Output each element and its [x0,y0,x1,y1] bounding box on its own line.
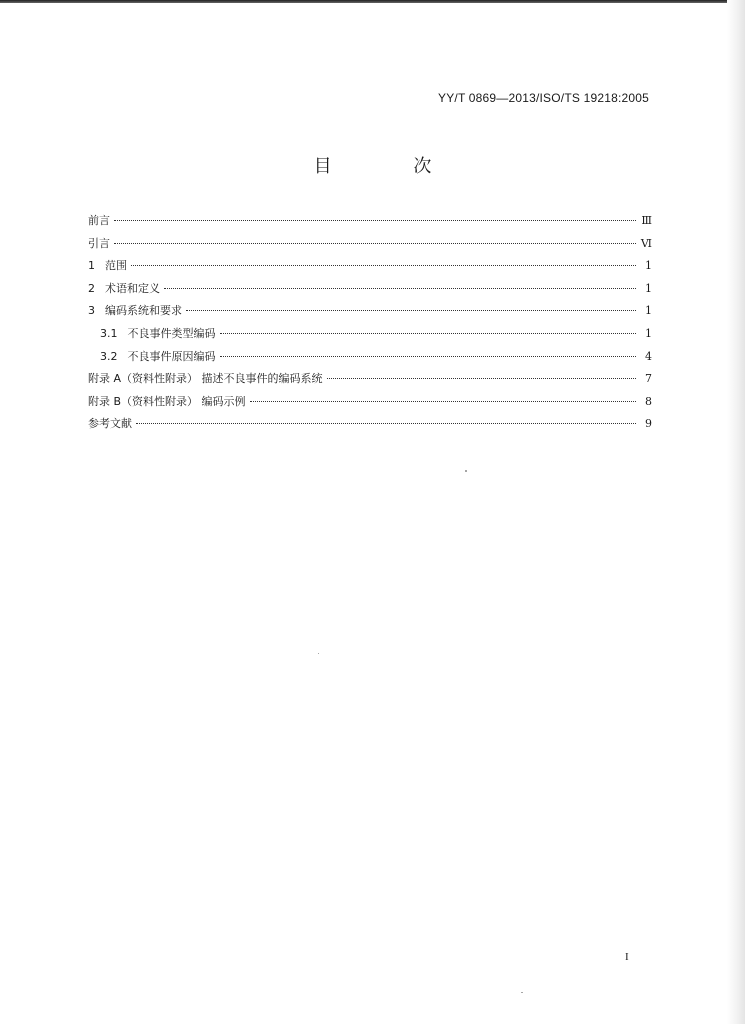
scan-edge-top [0,0,745,3]
toc-entry-terms[interactable] [88,280,652,303]
leader-dots [250,401,636,402]
toc-title: 目 次 [313,156,470,177]
toc-entry-label: 附录 B（资料性附录） 编码示例 [88,394,246,408]
toc-entry-scope[interactable] [88,257,652,280]
toc-entry-label: 不良事件类型编码 [127,326,216,340]
toc-entry-label: 附录 A（资料性附录） 描述不良事件的编码系统 [88,372,323,386]
leader-dots [131,265,636,266]
page-number: I [625,951,629,963]
scan-speck [465,470,467,472]
leader-dots [186,310,636,311]
leader-dots [327,378,636,379]
standard-number: YY/T 0869—2013/ISO/TS 19218:2005 [438,91,649,105]
toc-entry-coding-system[interactable] [88,302,652,325]
toc-entry-label: 编码系统和要求 [105,304,182,318]
toc-entry-page: 8 [645,394,652,408]
toc-entry-page: 1 [645,326,652,340]
toc-entry-preface[interactable] [88,212,652,235]
toc-entry-event-cause-codes[interactable] [88,348,652,371]
leader-dots [136,423,636,424]
leader-dots [164,288,636,289]
toc-entry-page: Ⅲ [641,214,652,227]
toc-entry-page: Ⅵ [640,236,652,250]
toc-entry-label: 前言 [88,214,110,227]
toc-entry-page: 1 [645,259,652,273]
toc-entry-label: 术语和定义 [105,281,160,295]
toc-entry-label: 范围 [105,259,127,273]
scan-speck [521,992,523,993]
toc-entry-page: 1 [645,304,652,318]
toc-entry-page: 7 [645,372,652,386]
toc-entry-label: 参考文献 [88,417,132,431]
leader-dots [114,243,636,244]
toc-entry-bibliography[interactable] [88,415,652,438]
toc-entry-event-type-codes[interactable] [88,325,652,348]
toc-entry-number: 3 [88,304,95,318]
toc-entry-number: 2 [88,281,95,295]
leader-dots [220,356,637,357]
toc-entry-number: 3.1 [100,326,118,340]
toc-entry-label: 引言 [88,236,110,250]
leader-dots [220,333,637,334]
toc-entry-number: 3.2 [100,349,118,363]
toc-entry-page: 4 [645,349,652,363]
toc-entry-introduction[interactable] [88,235,652,258]
toc-entry-number: 1 [88,259,95,273]
toc-entry-page: 1 [645,281,652,295]
toc-entry-label: 不良事件原因编码 [127,349,216,363]
leader-dots [114,220,636,221]
toc-entry-annex-a[interactable] [88,370,652,393]
scan-speck [318,653,319,654]
table-of-contents [88,212,652,438]
toc-entry-page: 9 [645,417,652,431]
toc-entry-annex-b[interactable] [88,393,652,416]
